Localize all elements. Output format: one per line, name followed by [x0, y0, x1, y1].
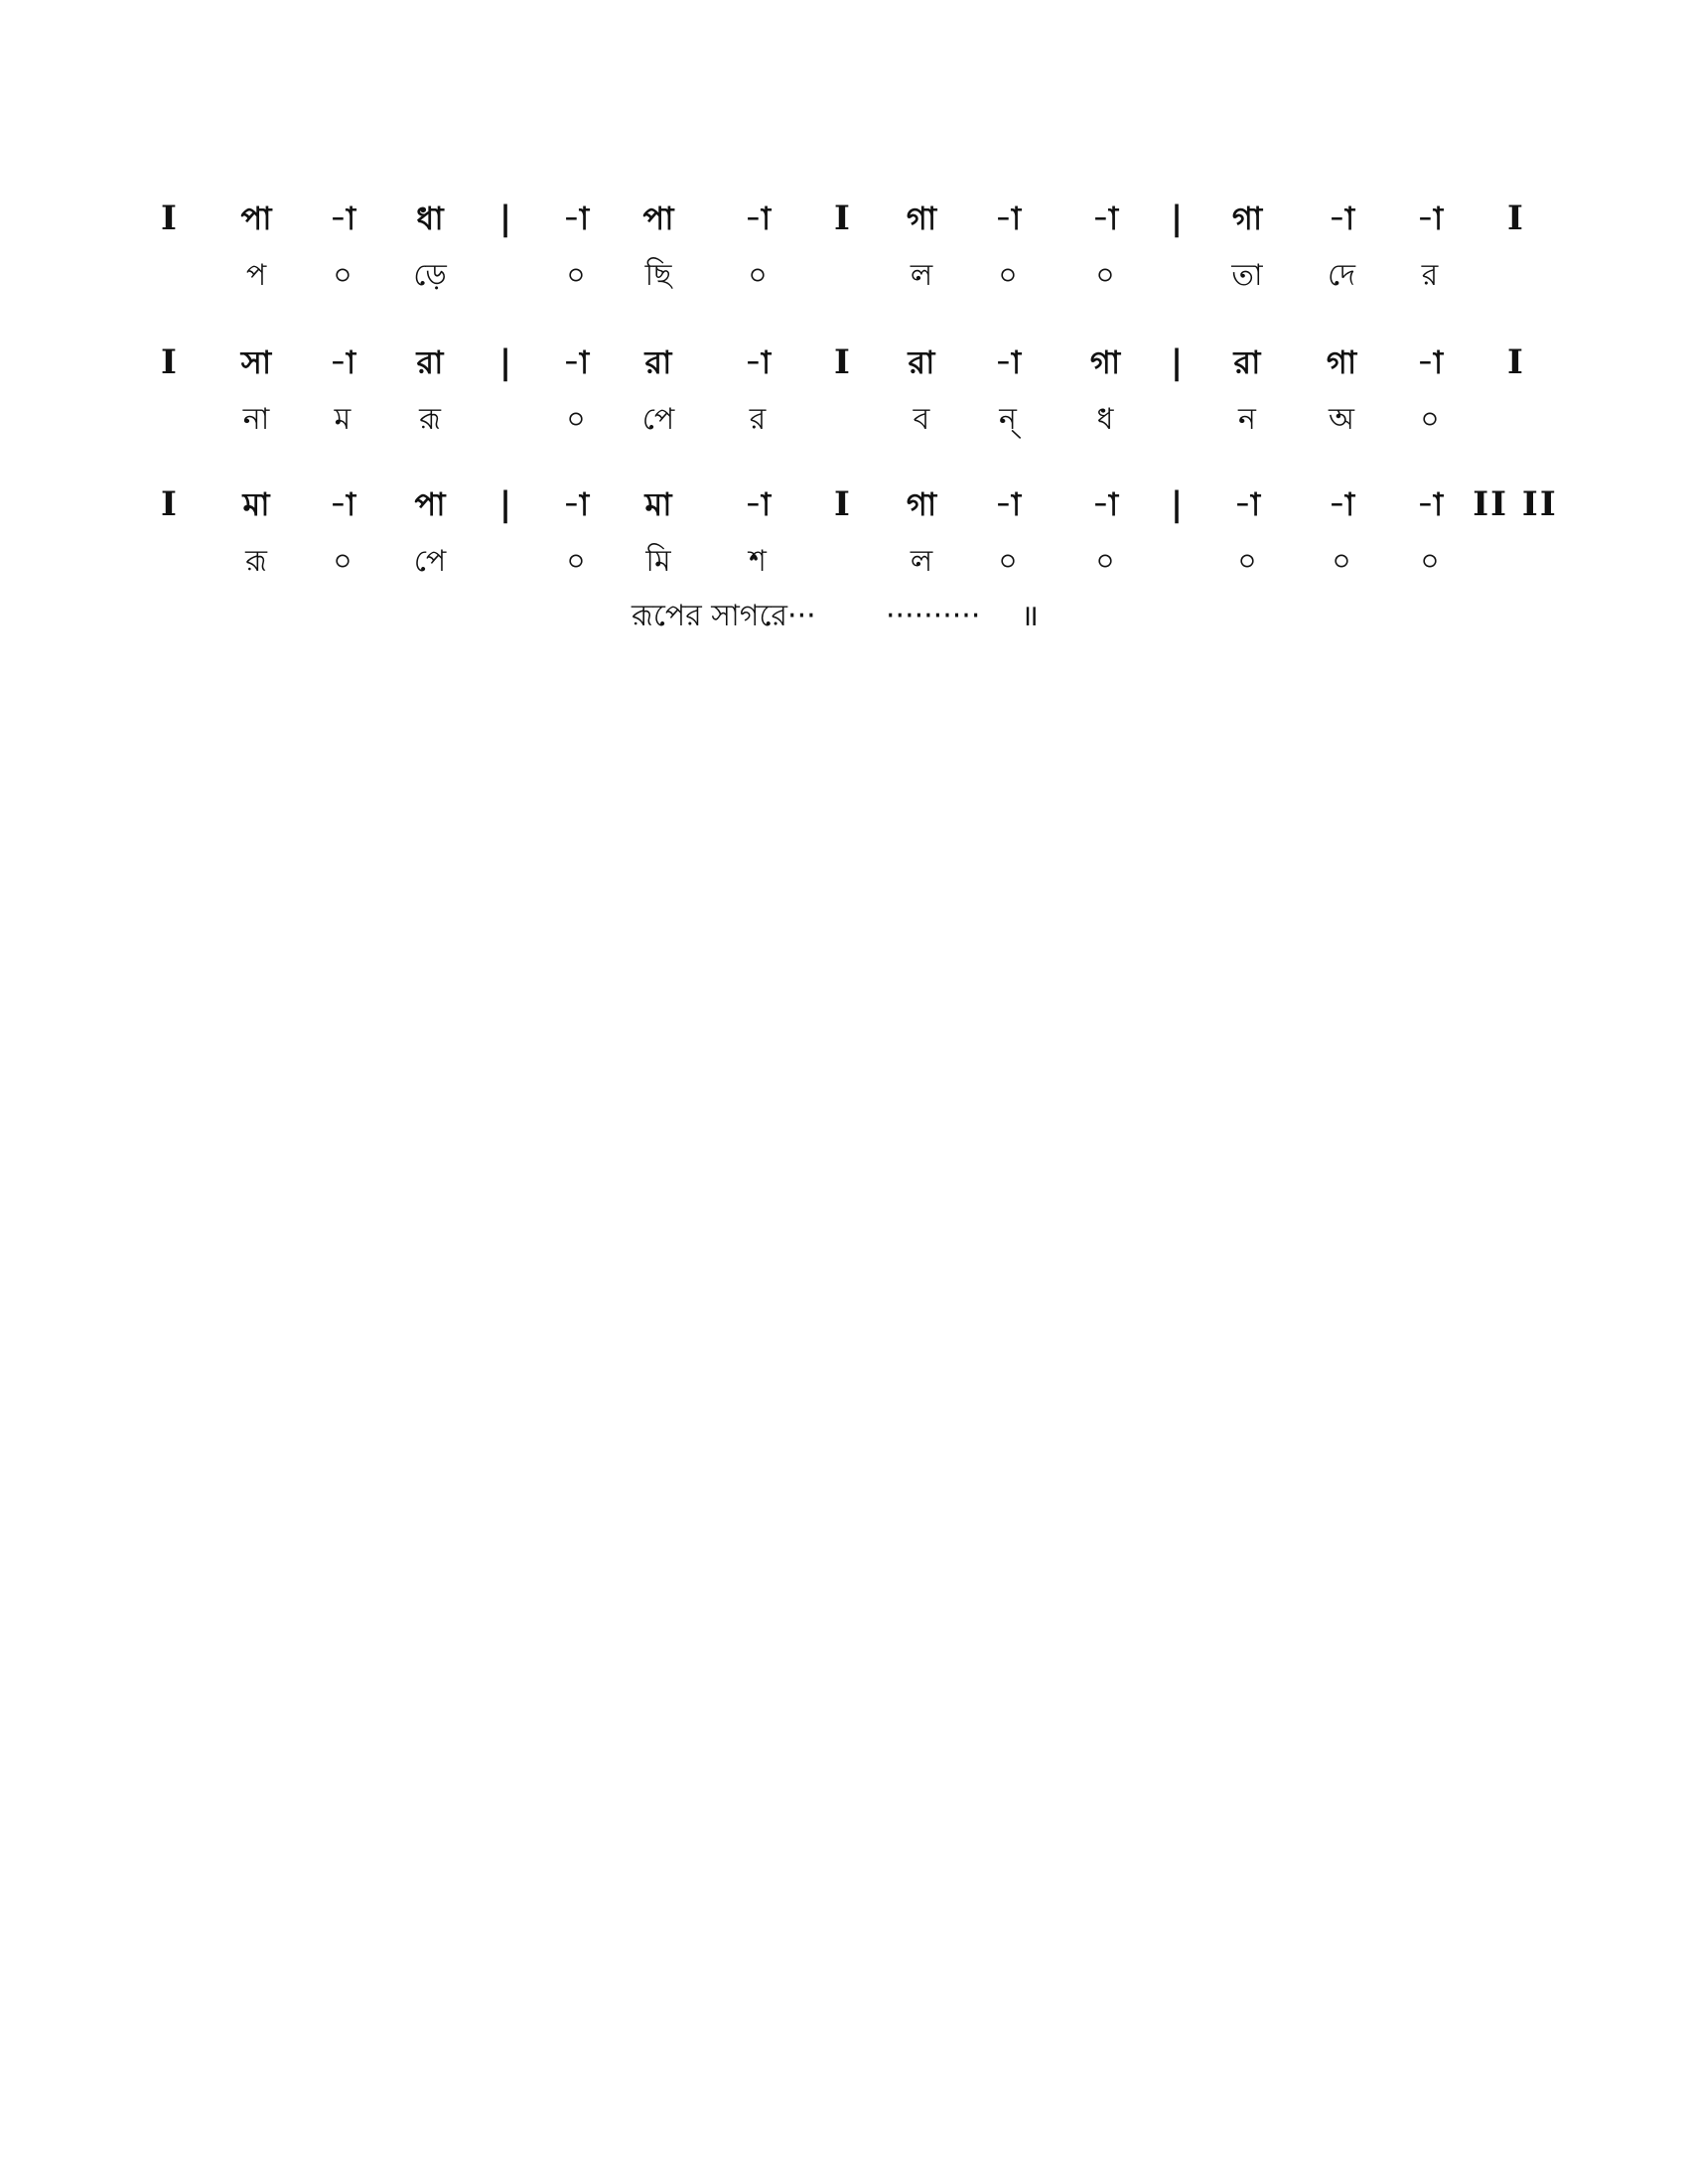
bar-line: |	[498, 342, 512, 382]
lyric-syllable: মি	[645, 544, 671, 579]
refrain-text: রূপের সাগরে···	[632, 599, 816, 633]
swara-note: ধা	[416, 200, 444, 237]
swara-note: -া	[329, 200, 356, 237]
lyric-syllable: ০	[333, 544, 352, 579]
lyric-syllable: ০	[1332, 544, 1351, 579]
lyric-syllable: ছি	[644, 258, 672, 293]
lyric-syllable: ০	[748, 258, 768, 293]
lyric-syllable: ধ	[1096, 402, 1114, 437]
lyric-syllable: ০	[333, 258, 352, 293]
swara-note: -া	[994, 485, 1022, 523]
swara-note: গা	[1326, 343, 1357, 381]
lyric-syllable: না	[242, 402, 270, 437]
swara-note: -া	[1416, 485, 1444, 523]
lyric-syllable: ০	[1095, 258, 1115, 293]
notation-row	[0, 333, 1688, 392]
lyric-row	[0, 390, 1688, 450]
refrain-line	[0, 592, 1688, 641]
lyric-syllable: অ	[1329, 402, 1354, 437]
lyric-syllable: পে	[641, 402, 675, 437]
bar-line: II II	[1473, 484, 1558, 524]
lyric-row	[0, 532, 1688, 592]
swara-note: -া	[744, 200, 772, 237]
lyric-syllable: ০	[998, 544, 1018, 579]
swara-note: রা	[416, 343, 444, 381]
lyric-syllable: ম	[334, 402, 352, 437]
lyric-syllable: ০	[1420, 402, 1440, 437]
swara-note: -া	[329, 343, 356, 381]
swara-note: -া	[1416, 200, 1444, 237]
lyric-syllable: ০	[998, 258, 1018, 293]
lyric-syllable: ন	[1238, 402, 1256, 437]
swara-note: -া	[1416, 343, 1444, 381]
lyric-syllable: ন্	[999, 402, 1017, 437]
lyric-syllable: রূ	[419, 402, 441, 437]
swara-note: -া	[1328, 200, 1355, 237]
lyric-syllable: ০	[566, 544, 586, 579]
bar-line: |	[1170, 484, 1184, 524]
lyric-syllable: ০	[1095, 544, 1115, 579]
refrain-dots: ··········	[886, 599, 981, 633]
swara-note: মা	[242, 485, 270, 523]
swara-note: রা	[644, 343, 672, 381]
lyric-syllable: ০	[1237, 544, 1257, 579]
swara-note: -া	[1328, 485, 1355, 523]
bar-line: I	[834, 342, 850, 382]
swara-note: গা	[1089, 343, 1121, 381]
bar-line: I	[834, 484, 850, 524]
lyric-syllable: র	[1421, 258, 1439, 293]
swara-note: -া	[562, 343, 590, 381]
bar-line: I	[834, 199, 850, 238]
lyric-syllable: ০	[1420, 544, 1440, 579]
bar-line: |	[498, 199, 512, 238]
swara-note: -া	[994, 200, 1022, 237]
refrain-end-mark: ॥	[1021, 599, 1039, 633]
lyric-syllable: তা	[1231, 258, 1263, 293]
swara-note: গা	[906, 200, 937, 237]
lyric-syllable: ড়ে	[413, 258, 447, 293]
swara-note: -া	[329, 485, 356, 523]
swara-note: -া	[562, 200, 590, 237]
bar-line: |	[1170, 342, 1184, 382]
swara-note: পা	[642, 200, 674, 237]
swara-note: মা	[644, 485, 672, 523]
bar-line: |	[498, 484, 512, 524]
swara-note: গা	[1231, 200, 1263, 237]
lyric-syllable: ব	[913, 402, 930, 437]
lyric-syllable: ল	[910, 544, 933, 579]
swara-note: রা	[908, 343, 935, 381]
lyric-syllable: প	[245, 258, 267, 293]
swara-note: -া	[744, 343, 772, 381]
notation-row	[0, 475, 1688, 534]
lyric-syllable: র	[749, 402, 767, 437]
lyric-syllable: ০	[566, 402, 586, 437]
swara-note: -া	[1091, 200, 1119, 237]
swara-note: -া	[1091, 485, 1119, 523]
swara-note: -া	[994, 343, 1022, 381]
swara-note: পা	[240, 200, 272, 237]
lyric-row	[0, 246, 1688, 306]
swara-note: গা	[906, 485, 937, 523]
bar-line: I	[161, 199, 177, 238]
lyric-syllable: রূ	[245, 544, 267, 579]
swara-note: -া	[562, 485, 590, 523]
lyric-syllable: ল	[910, 258, 933, 293]
bar-line: I	[161, 484, 177, 524]
swara-note: রা	[1233, 343, 1261, 381]
lyric-syllable: দে	[1328, 258, 1355, 293]
bar-line: I	[1507, 199, 1523, 238]
lyric-syllable: ০	[566, 258, 586, 293]
swara-note: -া	[744, 485, 772, 523]
swara-note: সা	[240, 343, 272, 381]
swara-note: -া	[1233, 485, 1261, 523]
bar-line: I	[1507, 342, 1523, 382]
swara-note: পা	[414, 485, 446, 523]
lyric-syllable: পে	[413, 544, 447, 579]
lyric-syllable: শ	[749, 544, 767, 579]
notation-row	[0, 189, 1688, 248]
bar-line: |	[1170, 199, 1184, 238]
bar-line: I	[161, 342, 177, 382]
